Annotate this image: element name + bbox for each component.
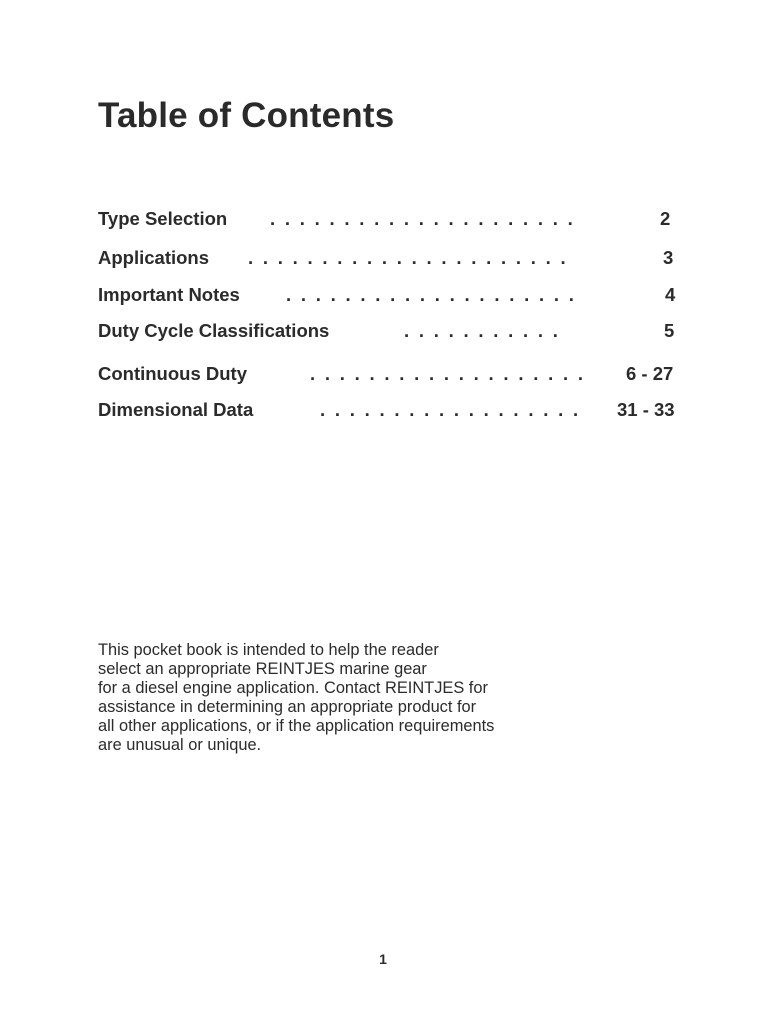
toc-entry-dimensional-data[interactable] [98, 399, 698, 423]
toc-leader-dots: . . . . . . . . . . . . . . . . . . . [310, 363, 586, 384]
toc-page-number: 5 [664, 320, 675, 341]
page-number: 1 [379, 951, 387, 967]
toc-entry-label: Duty Cycle Classifications [98, 320, 330, 341]
toc-page-number: 6 - 27 [626, 363, 674, 384]
toc-entry-important-notes[interactable] [98, 284, 698, 308]
toc-leader-dots: . . . . . . . . . . . . . . . . . . . . . [270, 208, 576, 229]
intro-paragraph: This pocket book is intended to help the reader select an appropriate REINTJES marine gear for a diesel engine application. Contact REINTJES for assistance in determining an appropriate product for all other applications, or if the application requirements are unusual or unique. [98, 641, 495, 754]
toc-entry-label: Dimensional Data [98, 399, 254, 420]
toc-leader-dots: . . . . . . . . . . . . . . . . . . [320, 399, 581, 420]
page-title: Table of Contents [98, 96, 395, 135]
toc-entry-type-selection[interactable] [98, 208, 698, 232]
toc-leader-dots: . . . . . . . . . . . . . . . . . . . . . . [248, 247, 568, 268]
toc-entry-continuous-duty[interactable] [98, 363, 698, 387]
toc-entry-applications[interactable] [98, 247, 698, 271]
toc-page-number: 4 [665, 284, 676, 305]
toc-entry-label: Type Selection [98, 208, 228, 229]
toc-page-number: 3 [663, 247, 674, 268]
toc-page-number: 31 - 33 [617, 399, 675, 420]
toc-page-number: 2 [660, 208, 671, 229]
toc-entry-label: Important Notes [98, 284, 240, 305]
toc-leader-dots: . . . . . . . . . . . [404, 320, 561, 341]
toc-entry-label: Applications [98, 247, 210, 268]
toc-entry-label: Continuous Duty [98, 363, 248, 384]
toc-entry-duty-cycle-classifications[interactable] [98, 320, 698, 344]
toc-leader-dots: . . . . . . . . . . . . . . . . . . . . [286, 284, 577, 305]
